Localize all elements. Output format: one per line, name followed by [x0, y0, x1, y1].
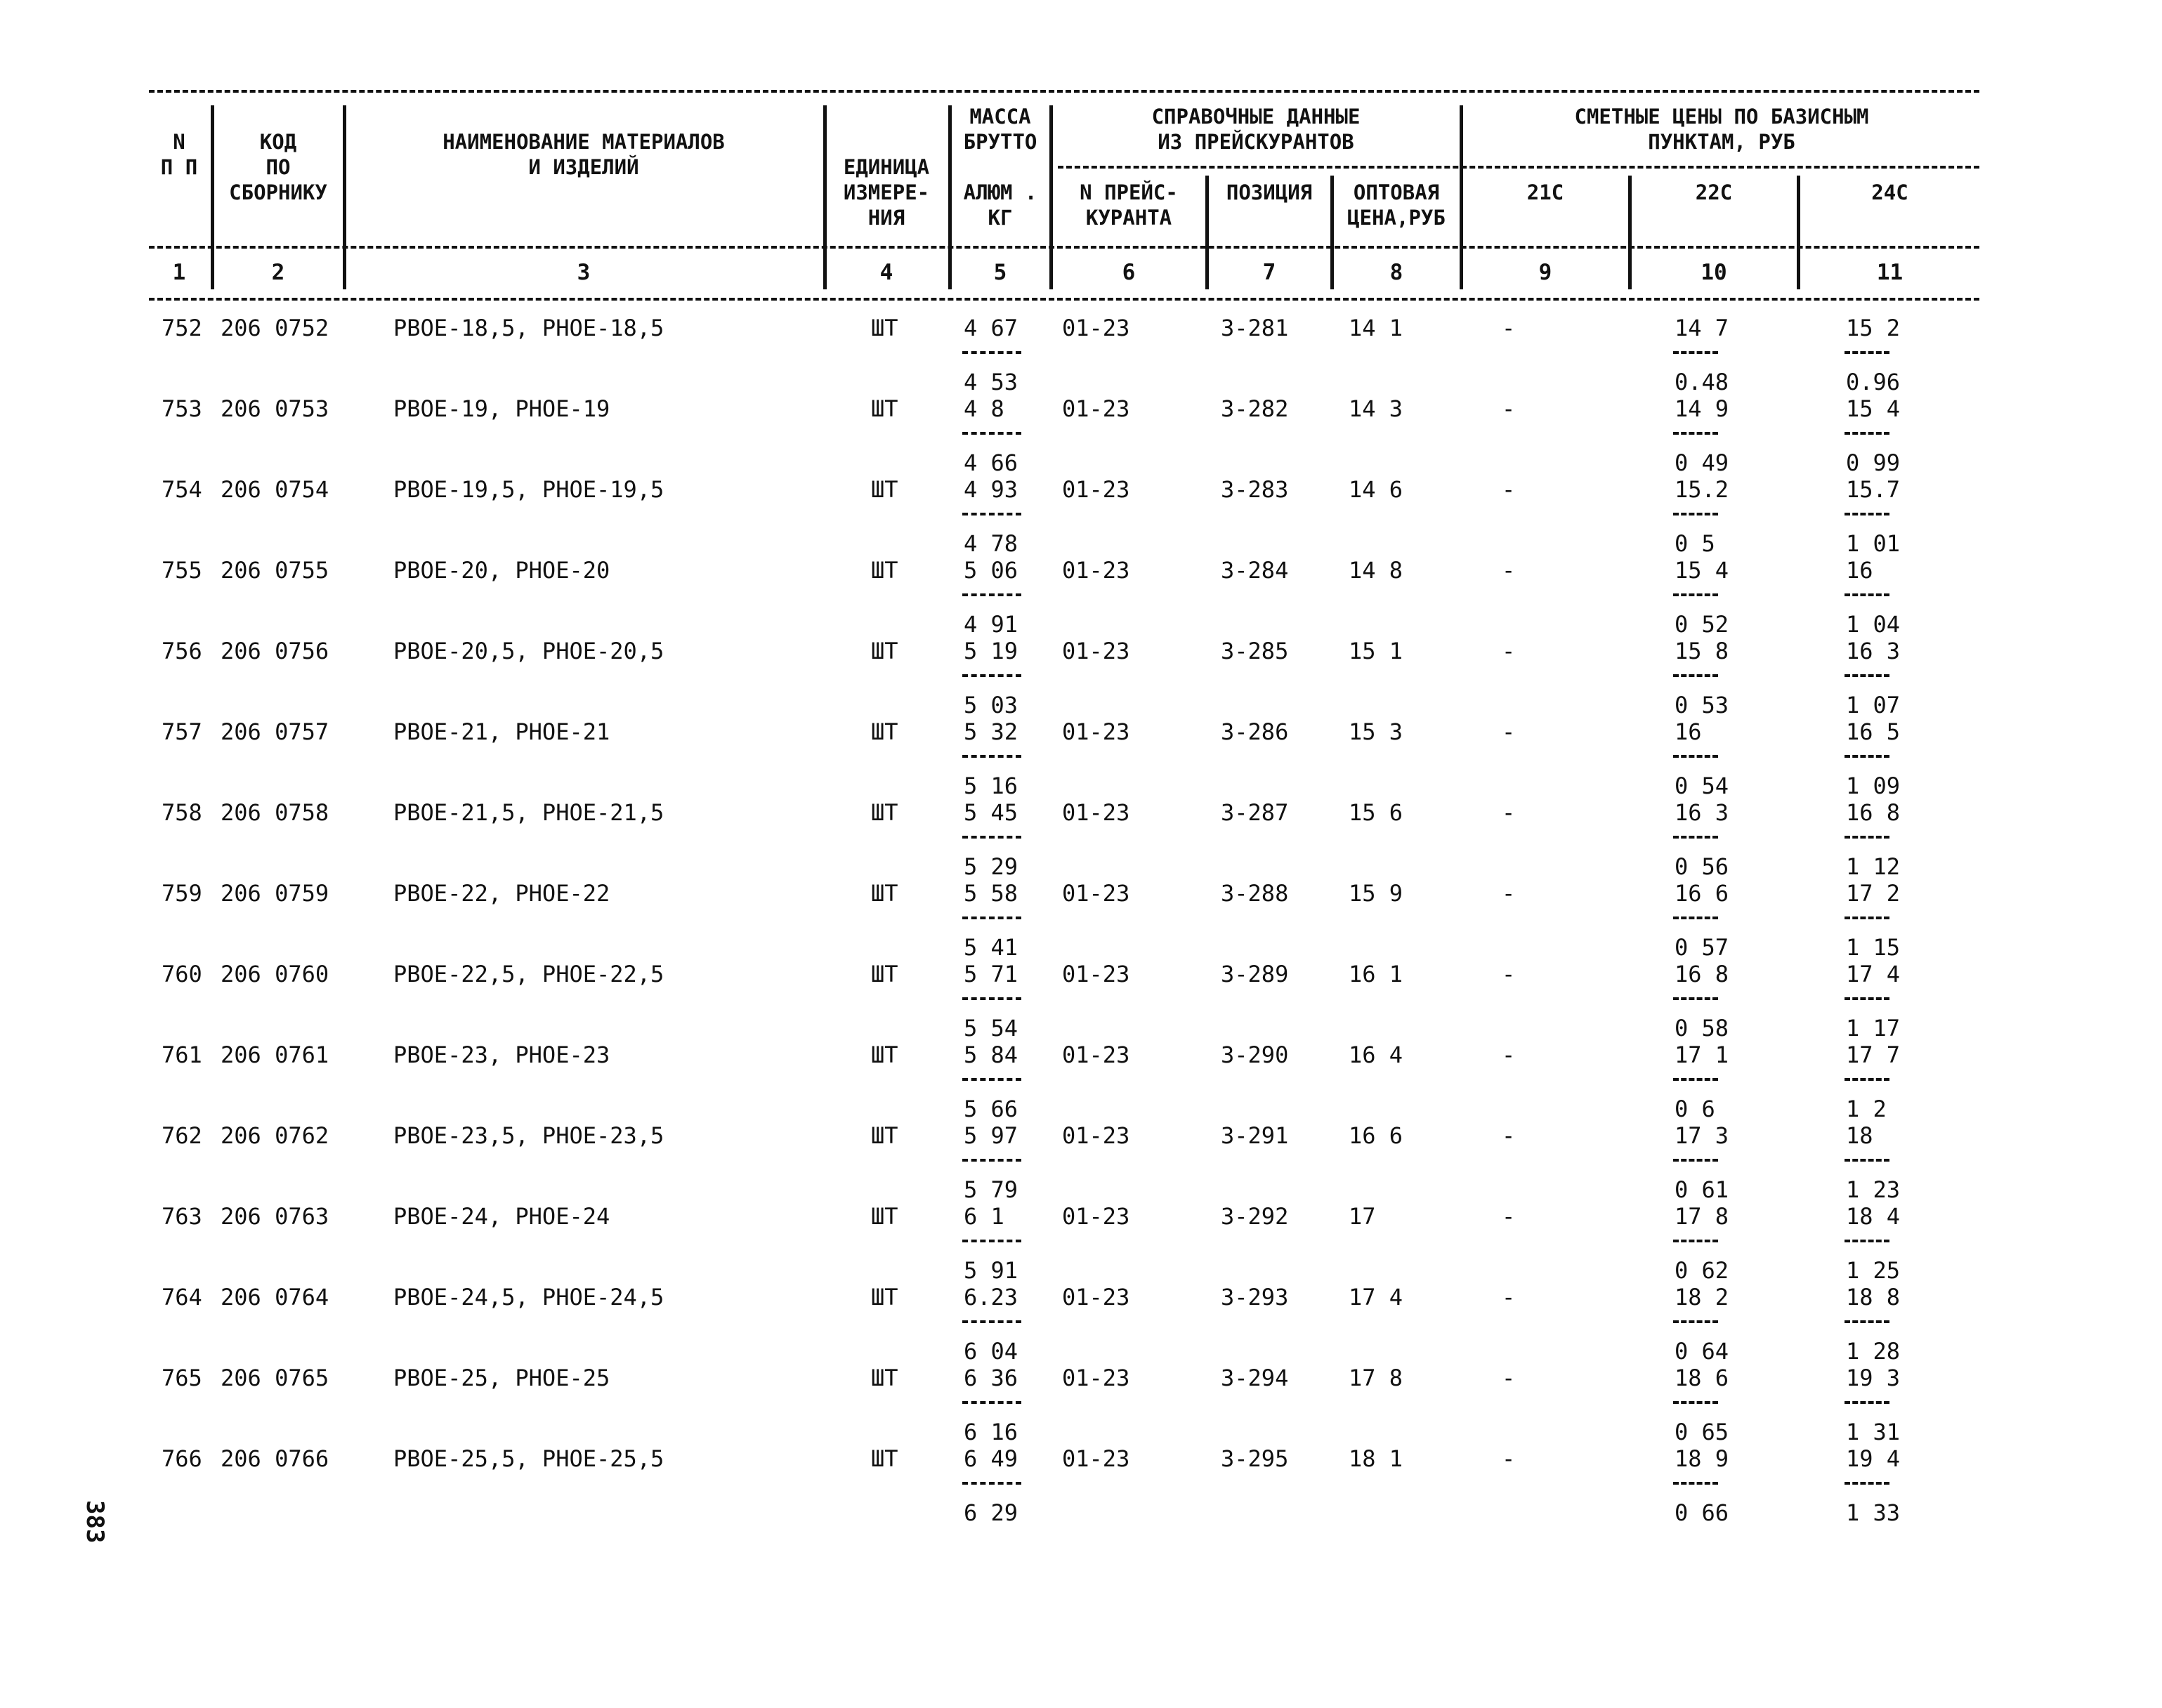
pricelist-number: 01-23	[1062, 557, 1130, 584]
fraction-rule	[1845, 674, 1889, 677]
price-21c: -	[1502, 1365, 1516, 1391]
material-name: РВОЕ-24, РНОЕ-24	[393, 1203, 610, 1230]
column-number: 7	[1262, 260, 1276, 285]
fraction-rule	[962, 997, 1021, 1000]
price-21c: -	[1502, 1445, 1516, 1472]
pricelist-number: 01-23	[1062, 315, 1130, 341]
wholesale-price: 14 6	[1349, 476, 1403, 503]
header-reference-group: СПРАВОЧНЫЕ ДАННЫЕ ИЗ ПРЕЙСКУРАНТОВ	[1151, 105, 1361, 154]
mass-subvalue: 5 41	[964, 934, 1018, 961]
material-name: РВОЕ-19,5, РНОЕ-19,5	[393, 476, 664, 503]
mass-value: 5 58	[964, 880, 1018, 907]
price-24c: 15 2	[1846, 315, 1901, 341]
price-24c-sub: 1 04	[1846, 611, 1901, 638]
price-24c: 17 2	[1846, 880, 1901, 907]
fraction-rule	[1845, 513, 1889, 515]
mass-subvalue: 4 53	[964, 369, 1018, 395]
price-22c: 16 6	[1675, 880, 1729, 907]
unit: ШТ	[871, 638, 898, 664]
group-header-rule	[1058, 166, 1979, 169]
price-22c: 16	[1675, 718, 1702, 745]
header-bottom-rule	[149, 246, 1979, 249]
catalog-code: 206 0763	[221, 1203, 329, 1230]
price-24c: 15 4	[1846, 395, 1901, 422]
price-21c: -	[1502, 557, 1516, 584]
row-number: 762	[162, 1122, 202, 1149]
pricelist-number: 01-23	[1062, 880, 1130, 907]
mass-value: 5 32	[964, 718, 1018, 745]
material-name: РВОЕ-25, РНОЕ-25	[393, 1365, 610, 1391]
fraction-rule	[1845, 997, 1889, 1000]
price-24c-sub: 1 23	[1846, 1176, 1901, 1203]
fraction-rule	[1673, 836, 1718, 839]
price-22c-sub: 0 5	[1675, 530, 1715, 557]
unit: ШТ	[871, 1122, 898, 1149]
wholesale-price: 18 1	[1349, 1445, 1403, 1472]
price-21c: -	[1502, 476, 1516, 503]
price-24c-sub: 1 33	[1846, 1499, 1901, 1526]
fraction-rule	[962, 1159, 1021, 1162]
mass-subvalue: 4 78	[964, 530, 1018, 557]
header-col4: ЕДИНИЦА ИЗМЕРЕ- НИЯ	[843, 155, 930, 230]
mass-value: 5 84	[964, 1042, 1018, 1068]
mass-subvalue: 5 79	[964, 1176, 1018, 1203]
fraction-rule	[962, 1482, 1021, 1485]
unit: ШТ	[871, 1365, 898, 1391]
price-22c-sub: 0 61	[1675, 1176, 1729, 1203]
price-22c-sub: 0 49	[1675, 449, 1729, 476]
price-22c-sub: 0 56	[1675, 853, 1729, 880]
material-name: РВОЕ-18,5, РНОЕ-18,5	[393, 315, 664, 341]
material-name: РВОЕ-19, РНОЕ-19	[393, 395, 610, 422]
header-col7: ПОЗИЦИЯ	[1226, 180, 1313, 204]
price-22c-sub: 0 53	[1675, 692, 1729, 718]
mass-subvalue: 5 29	[964, 853, 1018, 880]
fraction-rule	[1845, 1159, 1889, 1162]
column-number: 5	[993, 260, 1007, 285]
fraction-rule	[1673, 674, 1718, 677]
pricelist-number: 01-23	[1062, 1122, 1130, 1149]
price-22c-sub: 0 57	[1675, 934, 1729, 961]
mass-value: 5 71	[964, 961, 1018, 987]
pricelist-position: 3-287	[1221, 799, 1289, 826]
material-name: РВОЕ-22,5, РНОЕ-22,5	[393, 961, 664, 987]
pricelist-number: 01-23	[1062, 799, 1130, 826]
price-24c: 17 4	[1846, 961, 1901, 987]
price-21c: -	[1502, 1042, 1516, 1068]
pricelist-number: 01-23	[1062, 638, 1130, 664]
price-21c: -	[1502, 638, 1516, 664]
fraction-rule	[962, 513, 1021, 515]
fraction-rule	[1673, 513, 1718, 515]
mass-subvalue: 6 16	[964, 1419, 1018, 1445]
price-24c-sub: 1 01	[1846, 530, 1901, 557]
unit: ШТ	[871, 1445, 898, 1472]
mass-subvalue: 6 29	[964, 1499, 1018, 1526]
column-number: 8	[1389, 260, 1403, 285]
row-number: 759	[162, 880, 202, 907]
row-number: 766	[162, 1445, 202, 1472]
price-24c-sub: 1 2	[1846, 1096, 1887, 1122]
row-number: 752	[162, 315, 202, 341]
catalog-code: 206 0765	[221, 1365, 329, 1391]
price-21c: -	[1502, 1203, 1516, 1230]
catalog-code: 206 0760	[221, 961, 329, 987]
fraction-rule	[1673, 432, 1718, 435]
price-22c-sub: 0 52	[1675, 611, 1729, 638]
price-24c: 15.7	[1846, 476, 1901, 503]
fraction-rule	[1845, 755, 1889, 758]
price-21c: -	[1502, 880, 1516, 907]
wholesale-price: 15 6	[1349, 799, 1403, 826]
unit: ШТ	[871, 961, 898, 987]
unit: ШТ	[871, 1203, 898, 1230]
price-22c: 15 4	[1675, 557, 1729, 584]
price-22c: 15 8	[1675, 638, 1729, 664]
catalog-code: 206 0766	[221, 1445, 329, 1472]
price-21c: -	[1502, 395, 1516, 422]
pricelist-position: 3-292	[1221, 1203, 1289, 1230]
price-24c: 18	[1846, 1122, 1873, 1149]
column-number: 3	[577, 260, 591, 285]
price-22c: 17 3	[1675, 1122, 1729, 1149]
fraction-rule	[1673, 755, 1718, 758]
fraction-rule	[1673, 351, 1718, 354]
price-21c: -	[1502, 1284, 1516, 1310]
mass-value: 4 67	[964, 315, 1018, 341]
header-col3: НАИМЕНОВАНИЕ МАТЕРИАЛОВ И ИЗДЕЛИЙ	[443, 130, 725, 179]
price-22c-sub: 0 66	[1675, 1499, 1729, 1526]
header-col6: N ПРЕЙС- КУРАНТА	[1080, 180, 1178, 230]
mass-subvalue: 4 91	[964, 611, 1018, 638]
catalog-code: 206 0753	[221, 395, 329, 422]
pricelist-number: 01-23	[1062, 476, 1130, 503]
mass-value: 5 45	[964, 799, 1018, 826]
wholesale-price: 16 6	[1349, 1122, 1403, 1149]
pricelist-position: 3-295	[1221, 1445, 1289, 1472]
material-name: РВОЕ-23, РНОЕ-23	[393, 1042, 610, 1068]
catalog-code: 206 0752	[221, 315, 329, 341]
column-number: 11	[1876, 260, 1904, 285]
unit: ШТ	[871, 1042, 898, 1068]
mass-subvalue: 5 16	[964, 773, 1018, 799]
pricelist-position: 3-281	[1221, 315, 1289, 341]
pricelist-position: 3-286	[1221, 718, 1289, 745]
mass-value: 4 8	[964, 395, 1004, 422]
fraction-rule	[1845, 1240, 1889, 1242]
fraction-rule	[962, 1320, 1021, 1323]
header-col11: 24С	[1871, 180, 1908, 204]
price-22c: 17 1	[1675, 1042, 1729, 1068]
wholesale-price: 17	[1349, 1203, 1376, 1230]
mass-value: 6.23	[964, 1284, 1018, 1310]
table-top-rule	[149, 90, 1979, 93]
fraction-rule	[1673, 1078, 1718, 1081]
row-number: 765	[162, 1365, 202, 1391]
fraction-rule	[1845, 1482, 1889, 1485]
unit: ШТ	[871, 476, 898, 503]
material-name: РВОЕ-20,5, РНОЕ-20,5	[393, 638, 664, 664]
header-col5-bottom: АЛЮМ . КГ	[963, 180, 1037, 230]
catalog-code: 206 0755	[221, 557, 329, 584]
header-col9: 21С	[1526, 180, 1564, 204]
pricelist-number: 01-23	[1062, 1445, 1130, 1472]
material-name: РВОЕ-25,5, РНОЕ-25,5	[393, 1445, 664, 1472]
price-22c: 14 7	[1675, 315, 1729, 341]
row-number: 754	[162, 476, 202, 503]
pricelist-number: 01-23	[1062, 1042, 1130, 1068]
price-24c-sub: 0.96	[1846, 369, 1901, 395]
row-number: 764	[162, 1284, 202, 1310]
mass-subvalue: 5 91	[964, 1257, 1018, 1284]
fraction-rule	[962, 593, 1021, 596]
column-separator	[1049, 105, 1053, 289]
price-22c: 16 3	[1675, 799, 1729, 826]
fraction-rule	[962, 755, 1021, 758]
price-22c-sub: 0 62	[1675, 1257, 1729, 1284]
price-24c-sub: 1 15	[1846, 934, 1901, 961]
pricelist-number: 01-23	[1062, 395, 1130, 422]
fraction-rule	[1673, 1482, 1718, 1485]
catalog-code: 206 0758	[221, 799, 329, 826]
price-24c-sub: 1 09	[1846, 773, 1901, 799]
mass-value: 4 93	[964, 476, 1018, 503]
column-number: 4	[879, 260, 893, 285]
wholesale-price: 14 8	[1349, 557, 1403, 584]
fraction-rule	[1845, 1078, 1889, 1081]
mass-value: 5 06	[964, 557, 1018, 584]
mass-subvalue: 5 66	[964, 1096, 1018, 1122]
catalog-code: 206 0761	[221, 1042, 329, 1068]
mass-subvalue: 4 66	[964, 449, 1018, 476]
price-22c: 18 9	[1675, 1445, 1729, 1472]
wholesale-price: 15 9	[1349, 880, 1403, 907]
price-24c: 16 5	[1846, 718, 1901, 745]
price-21c: -	[1502, 1122, 1516, 1149]
pricelist-position: 3-282	[1221, 395, 1289, 422]
wholesale-price: 16 4	[1349, 1042, 1403, 1068]
header-col8: ОПТОВАЯ ЦЕНА,РУБ	[1347, 180, 1446, 230]
price-22c-sub: 0 65	[1675, 1419, 1729, 1445]
catalog-code: 206 0762	[221, 1122, 329, 1149]
mass-value: 6 49	[964, 1445, 1018, 1472]
pricelist-position: 3-290	[1221, 1042, 1289, 1068]
column-number: 2	[271, 260, 285, 285]
unit: ШТ	[871, 315, 898, 341]
pricelist-position: 3-293	[1221, 1284, 1289, 1310]
header-col5-top: МАССА БРУТТО	[963, 105, 1037, 154]
price-22c: 14 9	[1675, 395, 1729, 422]
header-col2: КОД ПО СБОРНИКУ	[229, 130, 327, 204]
header-col1: N П П	[160, 130, 198, 179]
fraction-rule	[1845, 1320, 1889, 1323]
fraction-rule	[962, 1401, 1021, 1404]
price-24c: 18 4	[1846, 1203, 1901, 1230]
pricelist-position: 3-289	[1221, 961, 1289, 987]
price-24c-sub: 0 99	[1846, 449, 1901, 476]
fraction-rule	[962, 836, 1021, 839]
price-24c: 19 3	[1846, 1365, 1901, 1391]
fraction-rule	[962, 351, 1021, 354]
price-22c-sub: 0 54	[1675, 773, 1729, 799]
price-24c: 18 8	[1846, 1284, 1901, 1310]
row-number: 758	[162, 799, 202, 826]
pricelist-position: 3-283	[1221, 476, 1289, 503]
price-21c: -	[1502, 315, 1516, 341]
price-22c: 17 8	[1675, 1203, 1729, 1230]
pricelist-number: 01-23	[1062, 1365, 1130, 1391]
price-21c: -	[1502, 961, 1516, 987]
fraction-rule	[1673, 1159, 1718, 1162]
price-21c: -	[1502, 799, 1516, 826]
unit: ШТ	[871, 799, 898, 826]
wholesale-price: 14 1	[1349, 315, 1403, 341]
pricelist-position: 3-291	[1221, 1122, 1289, 1149]
unit: ШТ	[871, 880, 898, 907]
price-22c: 18 2	[1675, 1284, 1729, 1310]
row-number: 755	[162, 557, 202, 584]
fraction-rule	[1845, 593, 1889, 596]
price-24c: 17 7	[1846, 1042, 1901, 1068]
column-number: 6	[1122, 260, 1136, 285]
price-22c-sub: 0.48	[1675, 369, 1729, 395]
price-24c-sub: 1 28	[1846, 1338, 1901, 1365]
column-number: 10	[1701, 260, 1727, 285]
price-22c-sub: 0 64	[1675, 1338, 1729, 1365]
column-separator	[343, 105, 346, 289]
price-22c: 15.2	[1675, 476, 1729, 503]
row-number: 763	[162, 1203, 202, 1230]
wholesale-price: 16 1	[1349, 961, 1403, 987]
unit: ШТ	[871, 395, 898, 422]
pricelist-number: 01-23	[1062, 961, 1130, 987]
wholesale-price: 14 3	[1349, 395, 1403, 422]
material-name: РВОЕ-21,5, РНОЕ-21,5	[393, 799, 664, 826]
unit: ШТ	[871, 557, 898, 584]
fraction-rule	[1845, 917, 1889, 919]
mass-value: 5 19	[964, 638, 1018, 664]
row-number: 757	[162, 718, 202, 745]
page-number: 383	[81, 1500, 109, 1544]
column-number: 1	[172, 260, 186, 285]
catalog-code: 206 0759	[221, 880, 329, 907]
material-name: РВОЕ-22, РНОЕ-22	[393, 880, 610, 907]
pricelist-position: 3-284	[1221, 557, 1289, 584]
row-number: 761	[162, 1042, 202, 1068]
unit: ШТ	[871, 718, 898, 745]
price-22c-sub: 0 6	[1675, 1096, 1715, 1122]
price-24c: 16 8	[1846, 799, 1901, 826]
pricelist-position: 3-285	[1221, 638, 1289, 664]
catalog-code: 206 0757	[221, 718, 329, 745]
fraction-rule	[1673, 1240, 1718, 1242]
fraction-rule	[1673, 1320, 1718, 1323]
mass-value: 6 1	[964, 1203, 1004, 1230]
mass-subvalue: 5 03	[964, 692, 1018, 718]
material-name: РВОЕ-20, РНОЕ-20	[393, 557, 610, 584]
row-number: 756	[162, 638, 202, 664]
pricelist-number: 01-23	[1062, 1203, 1130, 1230]
material-name: РВОЕ-21, РНОЕ-21	[393, 718, 610, 745]
material-name: РВОЕ-24,5, РНОЕ-24,5	[393, 1284, 664, 1310]
price-22c-sub: 0 58	[1675, 1015, 1729, 1042]
fraction-rule	[1845, 432, 1889, 435]
mass-subvalue: 5 54	[964, 1015, 1018, 1042]
price-22c: 18 6	[1675, 1365, 1729, 1391]
fraction-rule	[962, 1078, 1021, 1081]
fraction-rule	[1845, 351, 1889, 354]
material-name: РВОЕ-23,5, РНОЕ-23,5	[393, 1122, 664, 1149]
fraction-rule	[1673, 997, 1718, 1000]
wholesale-price: 17 4	[1349, 1284, 1403, 1310]
price-24c-sub: 1 17	[1846, 1015, 1901, 1042]
catalog-code: 206 0756	[221, 638, 329, 664]
mass-value: 5 97	[964, 1122, 1018, 1149]
pricelist-position: 3-294	[1221, 1365, 1289, 1391]
header-price-group: СМЕТНЫЕ ЦЕНЫ ПО БАЗИСНЫМ ПУНКТАМ, РУБ	[1574, 105, 1869, 154]
row-number: 753	[162, 395, 202, 422]
pricelist-position: 3-288	[1221, 880, 1289, 907]
fraction-rule	[962, 432, 1021, 435]
mass-value: 6 36	[964, 1365, 1018, 1391]
price-24c: 16	[1846, 557, 1873, 584]
price-24c: 19 4	[1846, 1445, 1901, 1472]
unit: ШТ	[871, 1284, 898, 1310]
fraction-rule	[962, 1240, 1021, 1242]
catalog-code: 206 0764	[221, 1284, 329, 1310]
column-number-rule	[149, 298, 1979, 301]
fraction-rule	[962, 674, 1021, 677]
fraction-rule	[1673, 593, 1718, 596]
column-separator	[1460, 105, 1463, 289]
wholesale-price: 15 1	[1349, 638, 1403, 664]
price-24c-sub: 1 31	[1846, 1419, 1901, 1445]
row-number: 760	[162, 961, 202, 987]
wholesale-price: 17 8	[1349, 1365, 1403, 1391]
wholesale-price: 15 3	[1349, 718, 1403, 745]
fraction-rule	[1845, 1401, 1889, 1404]
header-col10: 22С	[1695, 180, 1733, 204]
column-number: 9	[1538, 260, 1552, 285]
price-24c-sub: 1 25	[1846, 1257, 1901, 1284]
fraction-rule	[962, 917, 1021, 919]
pricelist-number: 01-23	[1062, 718, 1130, 745]
pricelist-number: 01-23	[1062, 1284, 1130, 1310]
catalog-code: 206 0754	[221, 476, 329, 503]
price-24c-sub: 1 12	[1846, 853, 1901, 880]
price-24c-sub: 1 07	[1846, 692, 1901, 718]
fraction-rule	[1845, 836, 1889, 839]
fraction-rule	[1673, 1401, 1718, 1404]
price-21c: -	[1502, 718, 1516, 745]
price-24c: 16 3	[1846, 638, 1901, 664]
mass-subvalue: 6 04	[964, 1338, 1018, 1365]
fraction-rule	[1673, 917, 1718, 919]
price-22c: 16 8	[1675, 961, 1729, 987]
